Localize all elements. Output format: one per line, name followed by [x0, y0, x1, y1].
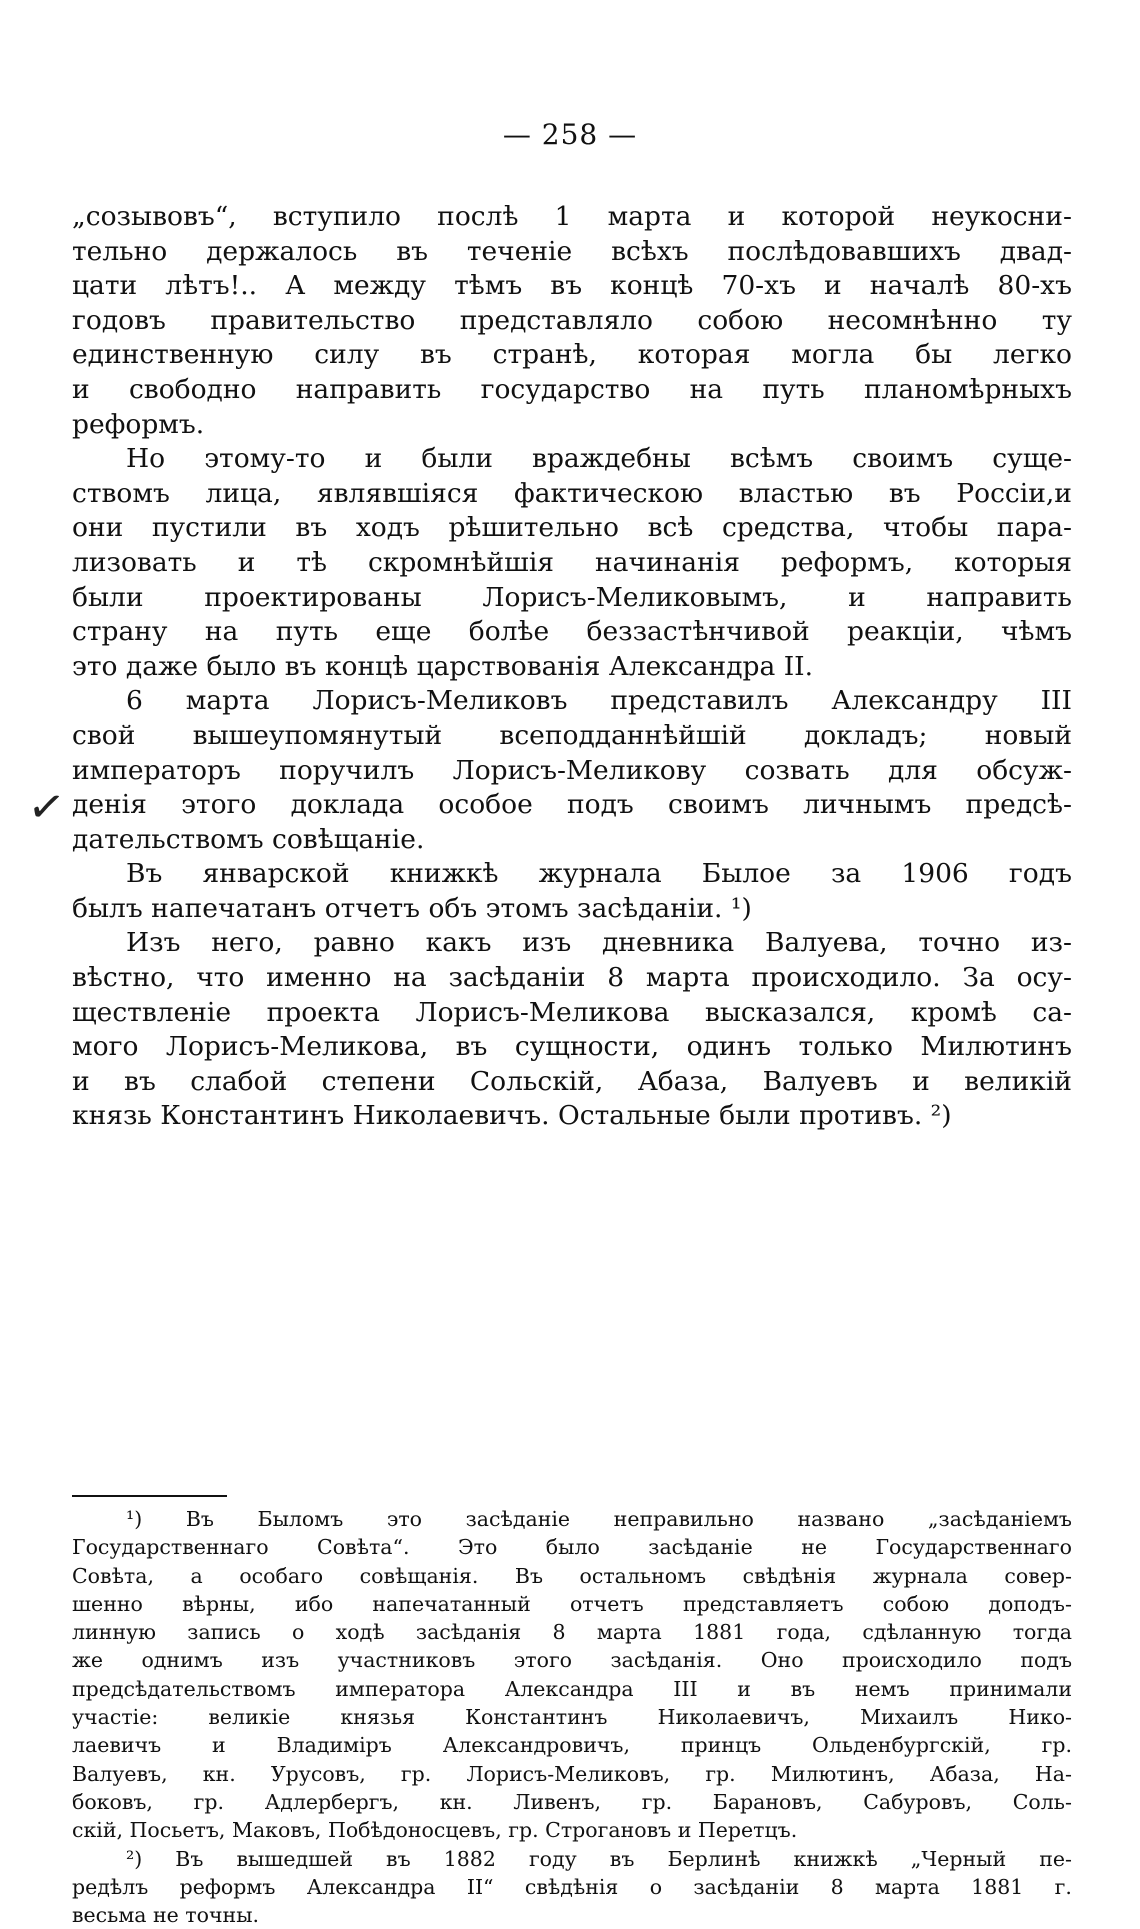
- footnote-line: линную запись о ходѣ засѣданія 8 марта 1881 года, сдѣланную тогда: [72, 1620, 1072, 1645]
- footnote-line: Государственнаго Совѣта“. Это было засѣданіе не Государственнаго: [72, 1535, 1072, 1560]
- text-line: князь Константинъ Николаевичъ. Остальные были противъ. ²): [72, 1100, 952, 1132]
- text-line: это даже было въ концѣ царствованія Александра II.: [72, 650, 814, 682]
- page-number: — 258 —: [502, 118, 638, 151]
- text-line: вѣстно, что именно на засѣданіи 8 марта происходило. За осу-: [72, 962, 1072, 994]
- footnote-line: ²) Въ вышедшей въ 1882 году въ Берлинѣ книжкѣ „Черный пе-: [126, 1846, 1072, 1871]
- footnote-line: скій, Посьетъ, Маковъ, Побѣдоносцевъ, гр. Строгановъ и Перетцъ.: [72, 1818, 798, 1843]
- text-line: Изъ него, равно какъ изъ дневника Валуева, точно из-: [126, 927, 1072, 959]
- text-line: лизовать и тѣ скромнѣйшія начинанія реформъ, которыя: [72, 546, 1072, 578]
- text-line: ствомъ лица, являвшіяся фактическою властью въ Россіи,и: [72, 477, 1072, 509]
- footnote-line: боковъ, гр. Адлербергъ, кн. Ливенъ, гр. Барановъ, Сабуровъ, Соль-: [72, 1789, 1072, 1814]
- footnote-divider: [72, 1495, 227, 1497]
- text-line: мого Лорисъ-Меликова, въ сущности, одинъ только Милютинъ: [72, 1031, 1072, 1063]
- text-line: тельно держалось въ теченіе всѣхъ послѣдовавшихъ двад-: [72, 235, 1072, 267]
- text-line: цати лѣтъ!.. А между тѣмъ въ концѣ 70-хъ и началѣ 80-хъ: [72, 270, 1072, 302]
- footnote-line: же однимъ изъ участниковъ этого засѣданія. Оно происходило подъ: [72, 1648, 1072, 1673]
- footnote-line: редѣлъ реформъ Александра II“ свѣдѣнія о засѣданіи 8 марта 1881 г.: [72, 1874, 1072, 1899]
- text-line: Но этому-то и были враждебны всѣмъ своимъ суще-: [126, 443, 1072, 475]
- checkmark-icon: ✓: [24, 779, 69, 836]
- text-line: и въ слабой степени Сольскій, Абаза, Валуевъ и великій: [72, 1065, 1072, 1097]
- footnote-line: участіе: великіе князья Константинъ Николаевичъ, Михаилъ Нико-: [72, 1705, 1072, 1730]
- text-line: ществленіе проекта Лорисъ-Меликова высказался, кромѣ са-: [72, 996, 1072, 1028]
- footnote-line: весьма не точны.: [72, 1903, 260, 1928]
- text-line: реформъ.: [72, 408, 205, 440]
- text-line: императоръ поручилъ Лорисъ-Меликову созвать для обсуж-: [72, 754, 1072, 786]
- footnote-line: Совѣта, а особаго совѣщанія. Въ остальномъ свѣдѣнія журнала совер-: [72, 1563, 1072, 1588]
- text-line: страну на путь еще болѣе беззастѣнчивой реакціи, чѣмъ: [72, 616, 1072, 648]
- text-line: свой вышеупомянутый всеподданнѣйшій докладъ; новый: [72, 719, 1072, 751]
- text-line: единственную силу въ странѣ, которая могла бы легко: [72, 339, 1072, 371]
- text-line: и свободно направить государство на путь планомѣрныхъ: [72, 373, 1072, 405]
- text-line: денія этого доклада особое подъ своимъ личнымъ предсѣ-: [72, 789, 1072, 821]
- footnote-line: ¹) Въ Быломъ это засѣданіе неправильно названо „засѣданіемъ: [126, 1507, 1072, 1531]
- text-line: они пустили въ ходъ рѣшительно всѣ средства, чтобы пара-: [72, 512, 1072, 544]
- footnote-line: лаевичъ и Владиміръ Александровичъ, принцъ Ольденбургскій, гр.: [72, 1733, 1072, 1758]
- footnote-line: Валуевъ, кн. Урусовъ, гр. Лорисъ-Меликовъ, гр. Милютинъ, Абаза, На-: [72, 1761, 1072, 1786]
- footnote-line: шенно вѣрны, ибо напечатанный отчетъ представляетъ собою доподъ-: [72, 1591, 1072, 1616]
- main-text: [72, 200, 1072, 1134]
- text-line: „созывовъ“, вступило послѣ 1 марта и которой неукосни-: [72, 201, 1072, 232]
- text-line: былъ напечатанъ отчетъ объ этомъ засѣданіи. ¹): [72, 892, 752, 924]
- footnotes: [72, 1505, 1072, 1929]
- text-line: дательствомъ совѣщаніе.: [72, 823, 425, 855]
- text-line: 6 марта Лорисъ-Меликовъ представилъ Александру III: [126, 685, 1072, 717]
- text-line: Въ январской книжкѣ журнала Былое за 1906 годъ: [126, 858, 1072, 890]
- text-line: были проектированы Лорисъ-Меликовымъ, и направить: [72, 581, 1072, 613]
- footnote-line: предсѣдательствомъ императора Александра III и въ немъ принимали: [72, 1676, 1072, 1701]
- text-line: годовъ правительство представляло собою несомнѣнно ту: [72, 304, 1072, 336]
